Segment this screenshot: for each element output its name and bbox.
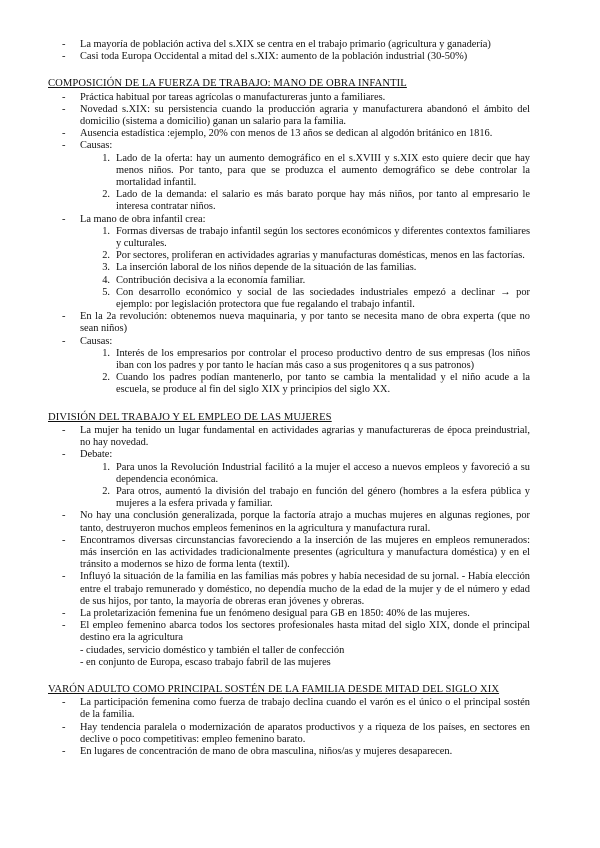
section-heading-women-employment: DIVISIÓN DEL TRABAJO Y EL EMPLEO DE LAS MUJERES [48,411,332,423]
list-item: - La mayoría de población activa del s.XIX se centra en el trabajo primario (agricultura y ganadería) [48,39,530,51]
list-item: - Causas: [62,140,113,152]
list-item: - Causas: [62,335,113,347]
numbered-item: 1. Para unos la Revolución Industrial facilitó a la mujer el acceso a nuevos empleos y favoreció a su dependencia económica. [102,461,530,485]
list-item: - La mano de obra infantil crea: [62,213,206,225]
list-item: - En la 2a revolución: obtenemos nueva maquinaria, y por tanto se necesita mano de obra experta (que no sean niños) [62,311,530,335]
numbered-item: 2. Por sectores, proliferan en actividades agrarias y manufacturas domésticas, menos en las factorías. [102,250,525,262]
numbered-item: 1. Lado de la oferta: hay un aumento demográfico en el s.XVIII y s.XIX esto quiere decir que hay menos niños. Por tanto, para que se produzca el aumento demográfico se debe controlar la mortalidad infantil. [102,152,530,189]
numbered-item: 1. Interés de los empresarios por controlar el proceso productivo dentro de sus empresas (los niños iban con los padres y por tanto le hacían más caso a sus progenitores q a sus patronos) [102,347,530,372]
intro-line-1: La mayoría de población activa del s.XIX se centra en el trabajo primario (agricultura y ganadería) [80,39,491,50]
numbered-item: 3. La inserción laboral de los niños depende de la situación de las familias. [102,262,417,274]
list-item: - Ausencia estadística :ejemplo, 20% con menos de 13 años se dedican al algodón británico en 1816. [62,128,493,140]
numbered-item: 1. Formas diversas de trabajo infantil según los sectores económicos y diferentes contextos familiares y culturales. [102,225,530,250]
numbered-item: 2. Cuando los padres podían mantenerlo, por tanto se cambia la mentalidad y el niño acude a la escuela, se produce al fin del siglo XIX y principios del siglo XX. [102,372,530,396]
list-item: - El empleo femenino abarca todos los sectores profesionales hasta mitad del siglo XIX, donde el principal destino era la agricultura [62,620,530,644]
numbered-item: 4. Contribución decisiva a la economía familiar. [102,274,306,286]
list-item: - La proletarización femenina fue un fenómeno desigual para GB en 1850: 40% de las mujeres. [62,607,470,619]
list-item: - En lugares de concentración de mano de obra masculina, niños/as y mujeres desaparecen. [62,745,453,757]
sub-line: - ciudades, servicio doméstico y también el taller de confección [80,644,345,656]
list-item: - Hay tendencia paralela o modernización de aparatos productivos y a riqueza de los países, en sectores en declive o poco competitivas: empleo femenino barato. [62,721,530,745]
list-item: - No hay una conclusión generalizada, porque la factoría atrajo a muchas mujeres en algunas regiones, por tanto, destruyeron muchos empleos femeninos en la agricultura y manufactura rural. [62,510,530,534]
numbered-item: 5. Con desarrollo económico y social de las sociedades industriales empezó a declinar → por ejemplo: por legislación protectora que fue regalando el trabajo infantil. [102,286,530,311]
list-item: - Casi toda Europa Occidental a mitad del s.XIX: aumento de la población industrial (30-50%) [48,51,530,63]
list-item: - Debate: [62,449,113,461]
list-item: - Influyó la situación de la familia en las familias más pobres y había necesidad de su jornal. - Había elección entre el trabajo remunerado y doméstico, no dependía mucho de la edad de la mujer y de el número y edad de sus hijos, por tanto, la mayoría de obreras eran jóvenes y obreras. [62,571,530,607]
intro-line-2: Casi toda Europa Occidental a mitad del s.XIX: aumento de la población industrial (30-50%) [80,51,468,63]
list-item: - Novedad s.XIX: su persistencia cuando la producción agraria y manufacturera abandonó el ámbito del domicilio (sistema a domicilio) ganan un salario para la familia. [62,103,530,128]
list-item: - La mujer ha tenido un lugar fundamental en actividades agrarias y manufactureras de época preindustrial, no hay novedad. [62,424,530,449]
numbered-item: 2. Para otros, aumentó la división del trabajo en función del género (hombres a la esfera pública y mujeres a la esfera privada y familiar. [102,485,530,510]
section-heading-child-labor: COMPOSICIÓN DE LA FUERZA DE TRABAJO: MANO DE OBRA INFANTIL [48,78,407,90]
list-item: - Práctica habitual por tareas agrícolas o manufactureras junto a familiares. [62,91,386,103]
section-heading-male-breadwinner: VARÓN ADULTO COMO PRINCIPAL SOSTÉN DE LA FAMILIA DESDE MITAD DEL SIGLO XIX [48,683,500,695]
sub-line: - en conjunto de Europa, escaso trabajo fabril de las mujeres [80,656,331,668]
numbered-item: 2. Lado de la demanda: el salario es más barato porque hay más niños, por tanto al empresario le interesa contratar niños. [102,189,530,213]
list-item: - Encontramos diversas circunstancias favoreciendo a la inserción de las mujeres en empleos remunerados: más inserción en las actividades tradicionalmente presentes (agricultura y manufactura doméstica) y en el tránsito a modernos se hizo de forma lenta (textil). [62,534,530,571]
list-item: - La participación femenina como fuerza de trabajo declina cuando el varón es el único o el principal sostén de la familia. [62,697,530,721]
